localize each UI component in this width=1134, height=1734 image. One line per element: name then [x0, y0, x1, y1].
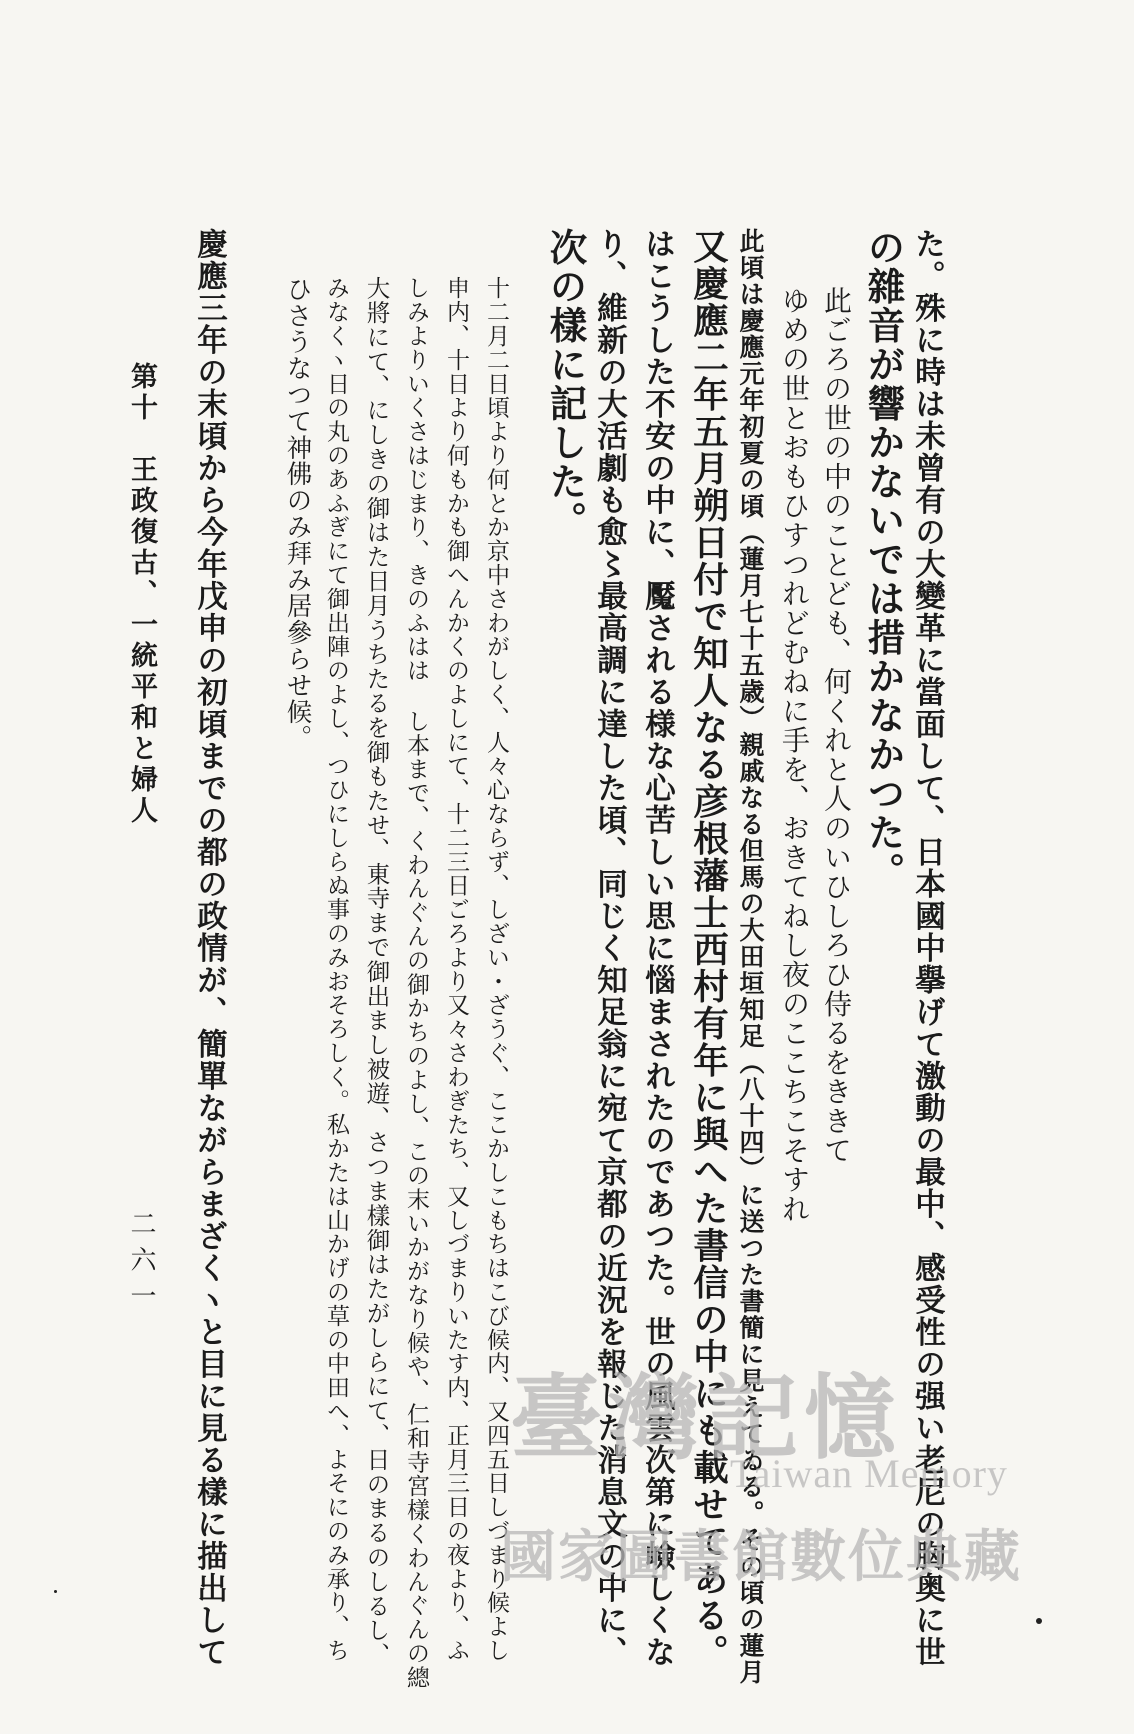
watermark-title: 臺灣記憶 — [510, 1364, 903, 1472]
text-column-6: 又慶應二年五月朔日付で知人なる彦根藩士西村有年に與へた書信の中にも載せてある。 — [687, 228, 729, 1671]
poem-preface: 此ごろの世の中のことども、何くれと人のいひしろひ侍るをききて — [820, 286, 853, 1165]
watermark-english: Taiwan Memory — [730, 1451, 1008, 1496]
scan-speck — [1036, 1618, 1042, 1624]
page-number: 二六一 — [126, 1210, 156, 1318]
letter-column-2: 申内、十日より何もかも御へんかくのよしにて、十二三日ごろより又々さわぎたち、又しづまりいたす内、正月三日の夜より、ふ — [443, 276, 469, 1663]
watermark-subtitle: 國家圖書館數位典藏 — [500, 1525, 1022, 1590]
scan-speck — [54, 1590, 57, 1593]
letter-column-5: みなくヽ日の丸のあふぎにて御出陣のよし、つひにしらぬ事のみおそろしく。私かたは山かげの草の中田へ、よそにのみ承り、ち — [323, 276, 349, 1663]
text-column-7: はこうした不安の中に、魘される様な心苦しい思に惱まされたのであつた。世の風雲次第に嶮しくな — [639, 228, 676, 1668]
running-footer-chapter: 第十 王政復古、一統平和と婦人 — [126, 362, 157, 827]
text-column-8: り、維新の大活劇も愈〻最高調に達した頃、同じく知足翁に宛て京都の近況を報じた消息文の中に、 — [591, 228, 628, 1668]
letter-column-6: ひさうなつて神佛のみ拜み居參らせ候。 — [282, 276, 313, 752]
text-column-1: た。殊に時は未曾有の大變革に當面して、日本國中擧げて激動の最中、感受性の强い老尼の胸奥に世 — [909, 228, 946, 1668]
poem-verse: ゆめの世とおもひすつれどむねに手を、おきてねし夜のここちこそすれ — [778, 286, 811, 1224]
watermark — [500, 1345, 1060, 1595]
text-column-last: 慶應三年の末頃から今年戊申の初頃までの都の政情が、簡單ながらまざくヽと目に見る樣に描出して — [191, 228, 228, 1668]
letter-column-3: しみよりいくさはじまり、きのふはは し本まで、くわんぐんの御かちのよし、この末いかがなり候や、仁和寺宮樣くわんぐんの總 — [403, 276, 429, 1690]
letter-column-4: 大將にて、にしきの御はた日月うちたるを御もたせ、東寺まで御出まし被遊、さつま樣御はたがしらにて、日のまるのしるし、 — [362, 276, 391, 1667]
text-column-5: 此頃は慶應元年初夏の頃（蓮月七十五歳）親戚なる但馬の大田垣知足（八十四）に送つた書簡に見えてゐる。その頃の蓮月 — [736, 228, 765, 1686]
letter-column-1: 十二月二日頃より何とか京中さわがしく、人々心ならず、しざい・ざうぐ、ここかしこもちはこび候内、又四五日しづまり候よし — [483, 276, 509, 1663]
text-column-2: の雜音が響かないでは措かなかつた。 — [861, 228, 906, 891]
text-column-9: 次の樣に記した。 — [543, 228, 588, 540]
